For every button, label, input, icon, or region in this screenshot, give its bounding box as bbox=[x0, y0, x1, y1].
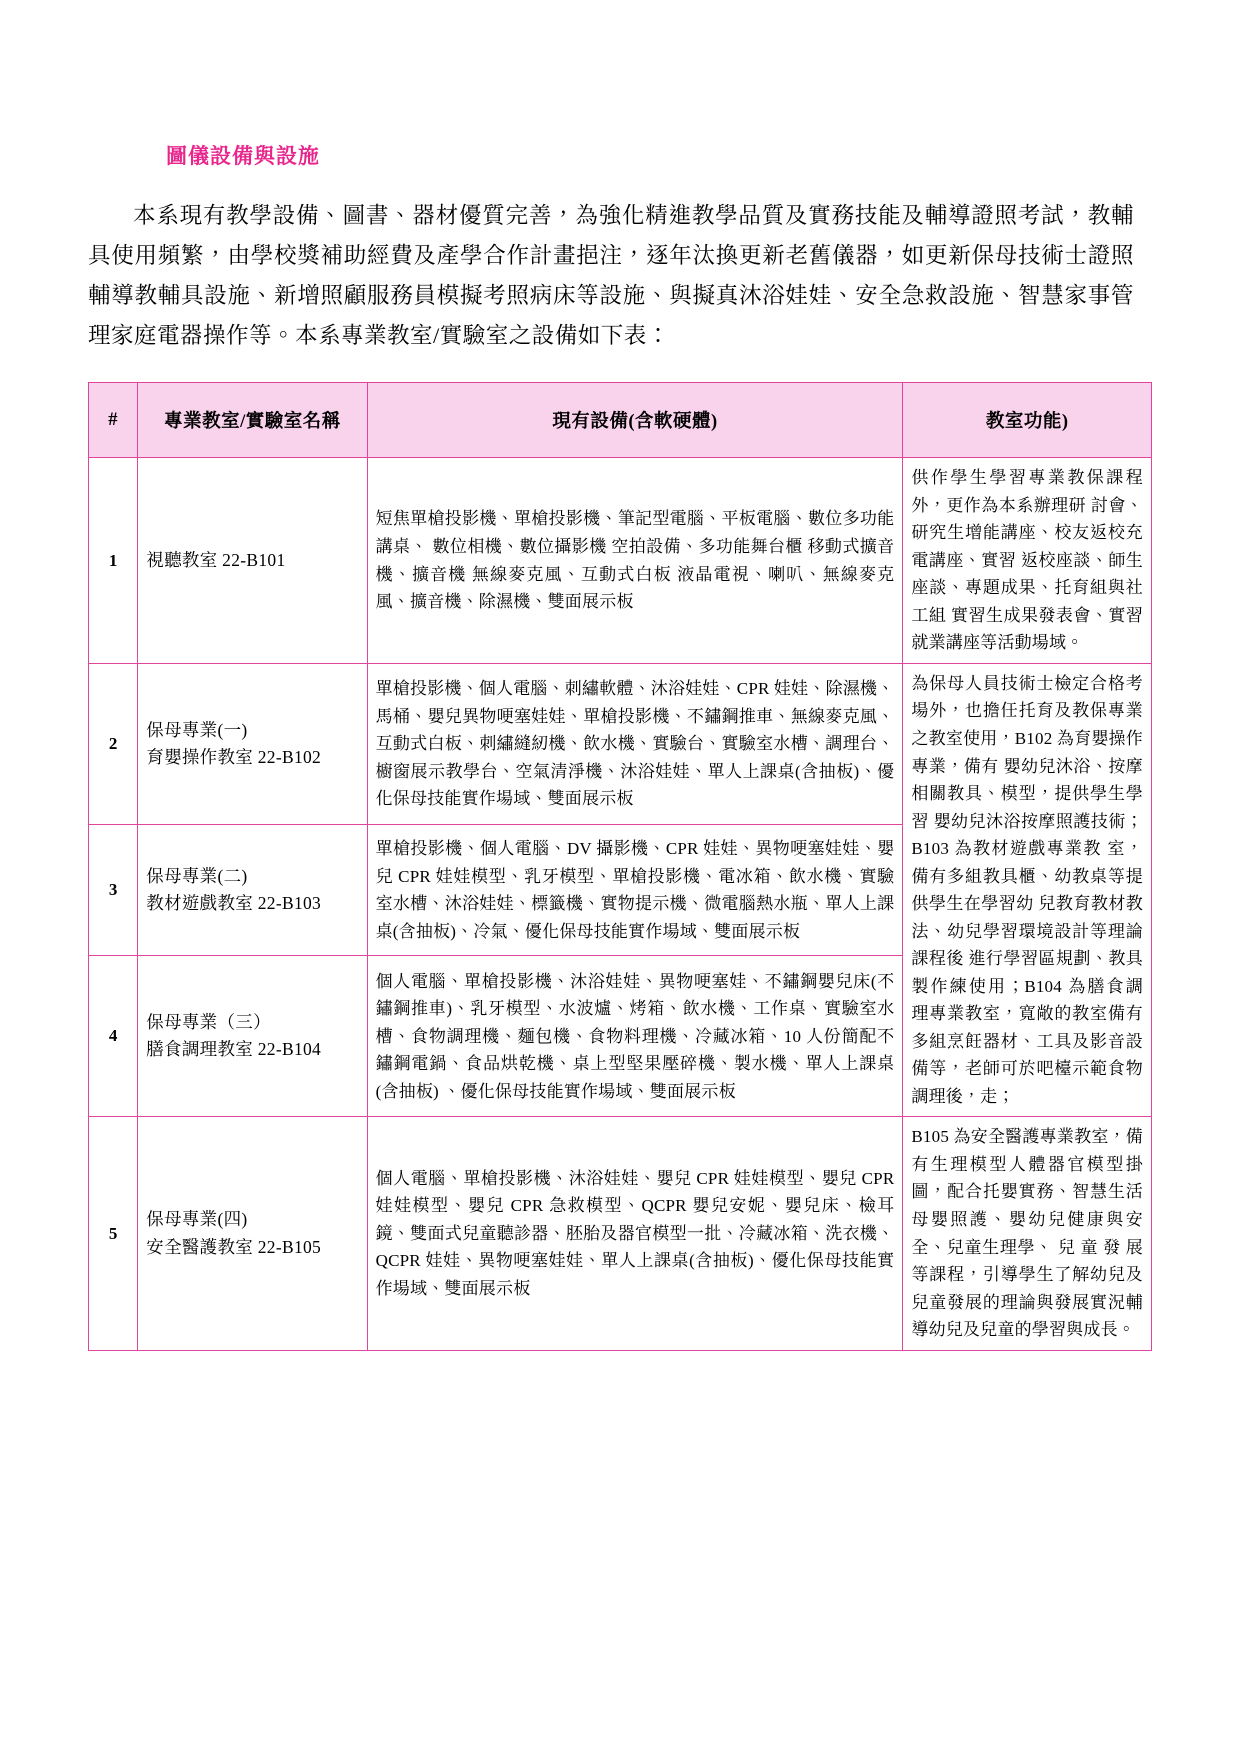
cell-num: 4 bbox=[89, 956, 138, 1117]
equipment-table bbox=[88, 382, 1152, 1350]
cell-num: 3 bbox=[89, 824, 138, 956]
cell-room-name bbox=[138, 956, 367, 1117]
cell-equipment: 個人電腦、單槍投影機、沐浴娃娃、嬰兒 CPR 娃娃模型、嬰兒 CPR 娃娃模型、嬰兒 CPR 急救模型、QCPR 嬰兒安妮、嬰兒床、檢耳鏡、雙面式兒童聽診器、胚胎及器官模型一批、冷藏冰箱、洗衣機、QCPR 娃娃、異物哽塞娃娃、單人上課桌(含抽板)、優化保母技能實作場域、雙面展示板 bbox=[367, 1117, 903, 1350]
cell-function-merged: 為保母人員技術士檢定合格考場外，也擔任托育及教保專業之教室使用，B102 為育嬰操作專業，備有 嬰幼兒沐浴、按摩相關教具、模型，提供學生學習 嬰幼兒沐浴按摩照護技術；B103 為教材遊戲專業教 室，備有多組教具櫃、幼教桌等提供學生在學習幼 兒教育教材教法、幼兒學習環境設計等理論課程後 進行學習區規劃、教具製作練使用；B104 為膳食調 理專業教室，寬敞的教室備有多組烹飪器材、工具及影音設備等，老師可於吧檯示範食物調理後，走； bbox=[903, 663, 1152, 1117]
document-content bbox=[88, 140, 1152, 1351]
room-name-line-2: 安全醫護教室 22-B105 bbox=[146, 1236, 322, 1257]
cell-equipment: 單槍投影機、個人電腦、刺繡軟體、沐浴娃娃、CPR 娃娃、除濕機、馬桶、嬰兒異物哽塞娃娃、單槍投影機、不鏽鋼推車、無線麥克風、互動式白板、刺繡縫紉機、飲水機、實驗台、實驗室水槽、調理台、 櫥窗展示教學台、空氣清淨機、沐浴娃娃、單人上課桌(含抽板)、優化保母技能實作場域、雙面展示板 bbox=[367, 663, 903, 824]
cell-equipment: 單槍投影機、個人電腦、DV 攝影機、CPR 娃娃、異物哽塞娃娃、嬰兒 CPR 娃娃模型、乳牙模型、單槍投影機、電冰箱、飲水機、實驗室水槽、沐浴娃娃、標籤機、實物提示機、微電腦熱水瓶、單人上課桌(含抽板)、冷氣、優化保母技能實作場域、雙面展示板 bbox=[367, 824, 903, 956]
room-name-line-1: 保母專業(二) bbox=[146, 866, 248, 887]
column-header-equipment: 現有設備(含軟硬體) bbox=[367, 383, 903, 458]
room-name-line-1: 保母專業（三） bbox=[146, 1012, 271, 1033]
page-title: 圖儀設備與設施 bbox=[166, 145, 320, 168]
room-name-line-2: 膳食調理教室 22-B104 bbox=[146, 1039, 322, 1060]
column-header-name: 專業教室/實驗室名稱 bbox=[138, 383, 367, 458]
room-name-line-1: 保母專業(四) bbox=[146, 1209, 248, 1230]
cell-num: 5 bbox=[89, 1117, 138, 1350]
column-header-function: 教室功能) bbox=[903, 383, 1152, 458]
table-header-row bbox=[89, 383, 1152, 458]
room-name-line-2: 教材遊戲教室 22-B103 bbox=[146, 893, 322, 914]
table-body bbox=[89, 458, 1152, 1350]
cell-function: B105 為安全醫護專業教室，備有生理模型人體器官模型掛圖，配合托嬰實務、智慧生活母嬰照護、嬰幼兒健康與安全、兒童生理學、 兒 童 發 展 等課程，引導學生了解幼兒及兒童發展的理論與發展實況輔 導幼兒及兒童的學習與成長。 bbox=[903, 1117, 1152, 1350]
cell-room-name bbox=[138, 824, 367, 956]
table-row bbox=[89, 663, 1152, 824]
table-header bbox=[89, 383, 1152, 458]
column-header-num: # bbox=[89, 383, 138, 458]
intro-paragraph: 本系現有教學設備、圖書、器材優質完善，為強化精進教學品質及實務技能及輔導證照考試，教輔具使用頻繁，由學校獎補助經費及產學合作計畫挹注，逐年汰換更新老舊儀器，如更新保母技術士證照輔導教輔具設施、新增照顧服務員模擬考照病床等設施、與擬真沐浴娃娃、安全急救設施、智慧家事管理家庭電器操作等。本系專業教室/實驗室之設備如下表： bbox=[88, 203, 1134, 349]
room-name-line-1: 保母專業(一) bbox=[146, 719, 248, 740]
cell-room-name: 視聽教室 22-B101 bbox=[138, 458, 367, 664]
cell-room-name bbox=[138, 663, 367, 824]
cell-num: 1 bbox=[89, 458, 138, 664]
cell-room-name bbox=[138, 1117, 367, 1350]
room-name-line-2: 育嬰操作教室 22-B102 bbox=[146, 746, 322, 767]
table-row bbox=[89, 1117, 1152, 1350]
cell-function: 供作學生學習專業教保課程外，更作為本系辦理研 討會、研究生增能講座、校友返校充電講座、實習 返校座談、師生座談、專題成果、托育組與社工組 實習生成果發表會、實習就業講座等活動場域。 bbox=[903, 458, 1152, 664]
cell-equipment: 個人電腦、單槍投影機、沐浴娃娃、異物哽塞娃、不鏽鋼嬰兒床(不鏽鋼推車)、乳牙模型、水波爐、烤箱、飲水機、工作桌、實驗室水槽、食物調理機、麵包機、食物料理機、冷藏冰箱、10 人份簡配不鏽鋼電鍋、食品烘乾機、桌上型堅果壓碎機、製水機、單人上課桌(含抽板) 、優化保母技能實作場域、雙面展示板 bbox=[367, 956, 903, 1117]
table-row bbox=[89, 458, 1152, 664]
cell-equipment: 短焦單槍投影機、單槍投影機、筆記型電腦、平板電腦、數位多功能講桌、 數位相機、數位攝影機 空拍設備、多功能舞台櫃 移動式擴音機、擴音機 無線麥克風、互動式白板 液晶電視、喇叭、無線麥克風、擴音機、除濕機、雙面展示板 bbox=[367, 458, 903, 664]
cell-num: 2 bbox=[89, 663, 138, 824]
